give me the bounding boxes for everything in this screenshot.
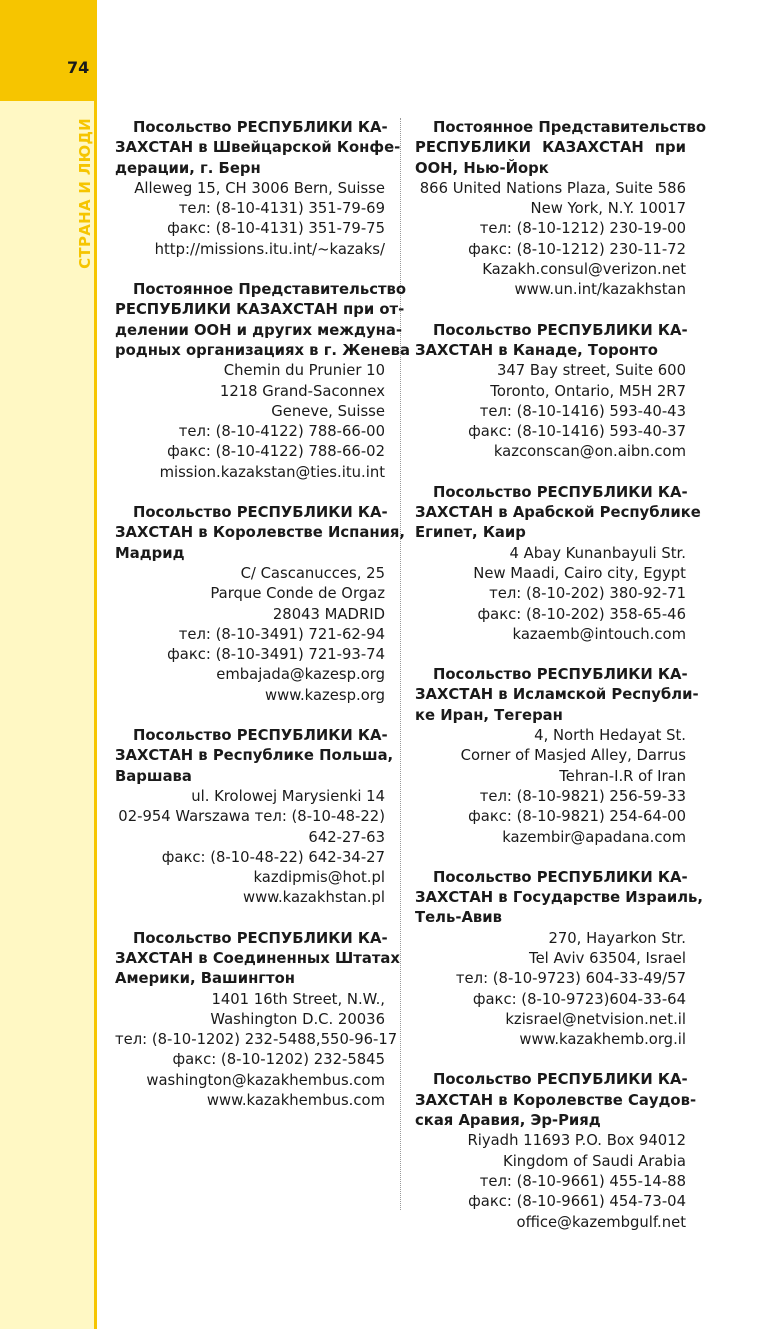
embassy-entry: [415, 321, 686, 463]
embassy-title: [115, 118, 401, 179]
embassy-title-line: ЗАХСТАН в Исламской Республи-: [415, 686, 699, 704]
contact-line: факс: (8-10-9821) 254-64-00: [468, 808, 686, 826]
contact-line: факс: (8-10-1416) 593-40-37: [468, 423, 686, 441]
contact-line: факс: (8-10-4131) 351-79-75: [167, 220, 385, 238]
embassy-title-line: ЗАХСТАН в Швейцарской Конфе-: [115, 139, 401, 157]
embassy-title-line: делении ООН и других междуна-: [115, 321, 402, 339]
embassy-title-line: Посольство РЕСПУБЛИКИ КА-: [133, 504, 388, 522]
contact-line: http://missions.itu.int/~kazaks/: [154, 240, 385, 258]
contact-line: Corner of Masjed Alley, Darrus: [460, 747, 686, 765]
contact-line: mission.kazakstan@ties.itu.int: [159, 463, 385, 481]
embassy-title: [415, 1070, 697, 1131]
contact-line: 1401 16th Street, N.W.,: [211, 990, 385, 1008]
contact-line: факс: (8-10-3491) 721-93-74: [167, 646, 385, 664]
embassy-title-line: ООН, Нью-Йорк: [415, 159, 549, 177]
embassy-title-line: Посольство РЕСПУБЛИКИ КА-: [433, 666, 688, 684]
contact-line: 866 United Nations Plaza, Suite 586: [419, 179, 686, 197]
contact-line: www.un.int/kazakhstan: [514, 281, 686, 299]
embassy-title: [415, 665, 699, 726]
embassy-title-line: РЕСПУБЛИКИ КАЗАХСТАН при от-: [115, 301, 405, 319]
contact-line: 347 Bay street, Suite 600: [496, 362, 686, 380]
embassy-entry: [415, 1070, 697, 1232]
embassy-title-line: Посольство РЕСПУБЛИКИ КА-: [133, 119, 388, 136]
embassy-title-line: Посольство РЕСПУБЛИКИ КА-: [433, 321, 688, 339]
contact-line: тел: (8-10-1212) 230-19-00: [479, 220, 686, 238]
embassy-title-line: ЗАХСТАН в Государстве Израиль,: [415, 889, 704, 907]
contact-line: тел: (8-10-3491) 721-62-94: [178, 625, 385, 643]
contact-line: 642-27-63: [308, 828, 385, 846]
embassy-entry: [115, 503, 406, 706]
section-title: СТРАНА И ЛЮДИ: [76, 118, 94, 269]
contact-line: C/ Cascanucces, 25: [240, 564, 385, 582]
contact-line: kzisrael@netvision.net.il: [505, 1010, 686, 1028]
contact-line: Washington D.C. 20036: [210, 1010, 385, 1028]
embassy-title: [115, 280, 410, 361]
contact-line: тел: (8-10-4122) 788-66-00: [178, 423, 385, 441]
embassy-title: [415, 868, 704, 929]
contact-line: Toronto, Ontario, M5H 2R7: [490, 382, 686, 400]
contact-line: факс: (8-10-1202) 232-5845: [172, 1051, 385, 1069]
embassy-title-line: Тель-Авив: [415, 909, 503, 927]
embassy-title-line: ЗАХСТАН в Соединенных Штатах: [115, 949, 400, 967]
contact-line: New York, N.Y. 10017: [530, 200, 686, 218]
page-number: 74: [67, 58, 90, 77]
contact-line: тел: (8-10-1416) 593-40-43: [479, 402, 686, 420]
contact-line: факс: (8-10-1212) 230-11-72: [468, 240, 686, 258]
contact-line: www.kazesp.org: [265, 686, 385, 704]
contact-line: Parque Conde de Orgaz: [210, 585, 385, 603]
contact-line: 270, Hayarkon Str.: [548, 929, 686, 947]
contact-line: 28043 MADRID: [272, 605, 385, 623]
contact-line: тел: (8-10-9821) 256-59-33: [479, 787, 686, 805]
contact-line: Geneve, Suisse: [271, 402, 385, 420]
contact-line: тел: (8-10-9661) 455-14-88: [479, 1172, 686, 1190]
side-margin-rule: [94, 0, 97, 1329]
embassy-title-line: Посольство РЕСПУБЛИКИ КА-: [133, 929, 388, 947]
embassy-title-line: ская Аравия, Эр-Рияд: [415, 1112, 601, 1130]
embassy-entry: [115, 280, 410, 483]
embassy-title-line: Варшава: [115, 767, 192, 785]
contact-line: тел: (8-10-1202) 232-5488,550-96-17: [115, 1031, 398, 1049]
contact-line: Tehran-I.R of Iran: [559, 767, 686, 785]
contact-line: 4, North Hedayat St.: [534, 727, 686, 745]
contact-line: факс: (8-10-202) 358-65-46: [477, 605, 686, 623]
contact-line: New Maadi, Cairo city, Egypt: [473, 564, 686, 582]
contact-line: www.kazakhemb.org.il: [519, 1031, 686, 1049]
embassy-title-line: Посольство РЕСПУБЛИКИ КА-: [133, 727, 388, 745]
contact-line: тел: (8-10-4131) 351-79-69: [178, 200, 385, 218]
embassy-title-line: Египет, Каир: [415, 524, 526, 542]
contact-line: 1218 Grand-Saconnex: [219, 382, 385, 400]
embassy-title-line: родных организациях в г. Женева: [115, 341, 410, 359]
contact-line: 4 Abay Kunanbayuli Str.: [509, 544, 686, 562]
contact-line: office@kazembgulf.net: [516, 1213, 686, 1231]
contact-line: тел: (8-10-202) 380-92-71: [489, 585, 686, 603]
contact-line: факс: (8-10-9723)604-33-64: [472, 990, 686, 1008]
embassy-title-line: ке Иран, Тегеран: [415, 706, 563, 724]
embassy-title: [115, 726, 394, 787]
embassy-title-line: РЕСПУБЛИКИ КАЗАХСТАН при: [415, 139, 686, 157]
contact-line: www.kazakhstan.pl: [243, 889, 385, 907]
contact-line: 02-954 Warszawa тел: (8-10-48-22): [118, 808, 385, 826]
contact-line: Kingdom of Saudi Arabia: [502, 1152, 686, 1170]
contact-line: тел: (8-10-9723) 604-33-49/57: [455, 970, 686, 988]
contact-line: Tel Aviv 63504, Israel: [529, 949, 686, 967]
embassy-title-line: ЗАХСТАН в Королевстве Саудов-: [415, 1091, 697, 1109]
embassy-entry: [415, 868, 704, 1051]
contact-line: www.kazakhembus.com: [206, 1092, 385, 1110]
embassy-title-line: Мадрид: [115, 544, 185, 562]
embassy-title-line: ЗАХСТАН в Арабской Республике: [415, 504, 701, 522]
embassy-title: [415, 321, 686, 362]
contact-line: Riyadh 11693 P.O. Box 94012: [467, 1132, 686, 1150]
embassy-title-line: Посольство РЕСПУБЛИКИ КА-: [433, 1071, 688, 1089]
embassy-title-line: ЗАХСТАН в Канаде, Торонто: [415, 341, 658, 359]
contact-line: Kazakh.consul@verizon.net: [482, 261, 686, 279]
embassy-entry: [115, 726, 394, 909]
embassy-title-line: дерации, г. Берн: [115, 159, 261, 177]
contact-line: washington@kazakhembus.com: [146, 1071, 385, 1089]
embassy-entry: [415, 118, 707, 301]
embassy-entry: [415, 483, 701, 645]
contact-line: факс: (8-10-9661) 454-73-04: [468, 1193, 686, 1211]
embassy-title: [415, 118, 707, 179]
embassy-entry: [115, 118, 401, 260]
embassy-title: [115, 503, 406, 564]
contact-line: ul. Krolowej Marysienki 14: [191, 787, 385, 805]
embassy-title-line: Америки, Вашингтон: [115, 970, 295, 988]
contact-line: kazembir@apadana.com: [502, 828, 686, 846]
embassy-title-line: Посольство РЕСПУБЛИКИ КА-: [433, 483, 688, 501]
right-column: [415, 118, 707, 1253]
embassy-title-line: Посольство РЕСПУБЛИКИ КА-: [433, 868, 688, 886]
contact-line: embajada@kazesp.org: [216, 666, 385, 684]
embassy-title: [115, 929, 400, 990]
contact-line: kazaemb@intouch.com: [512, 625, 686, 643]
contact-line: Alleweg 15, CH 3006 Bern, Suisse: [134, 179, 385, 197]
contact-line: факс: (8-10-4122) 788-66-02: [167, 443, 385, 461]
embassy-title-line: Постоянное Представительство: [433, 119, 707, 136]
embassy-entry: [115, 929, 400, 1112]
embassy-title: [415, 483, 701, 544]
left-column: [115, 118, 410, 1131]
contact-line: kazconscan@on.aibn.com: [493, 443, 686, 461]
embassy-title-line: ЗАХСТАН в Республике Польша,: [115, 747, 394, 765]
contact-line: Chemin du Prunier 10: [223, 362, 385, 380]
contact-line: kazdipmis@hot.pl: [253, 869, 385, 887]
embassy-entry: [415, 665, 699, 848]
contact-line: факс: (8-10-48-22) 642-34-27: [161, 848, 385, 866]
page-number-tab: [0, 0, 95, 101]
embassy-title-line: ЗАХСТАН в Королевстве Испания,: [115, 524, 406, 542]
embassy-title-line: Постоянное Представительство: [133, 281, 407, 299]
